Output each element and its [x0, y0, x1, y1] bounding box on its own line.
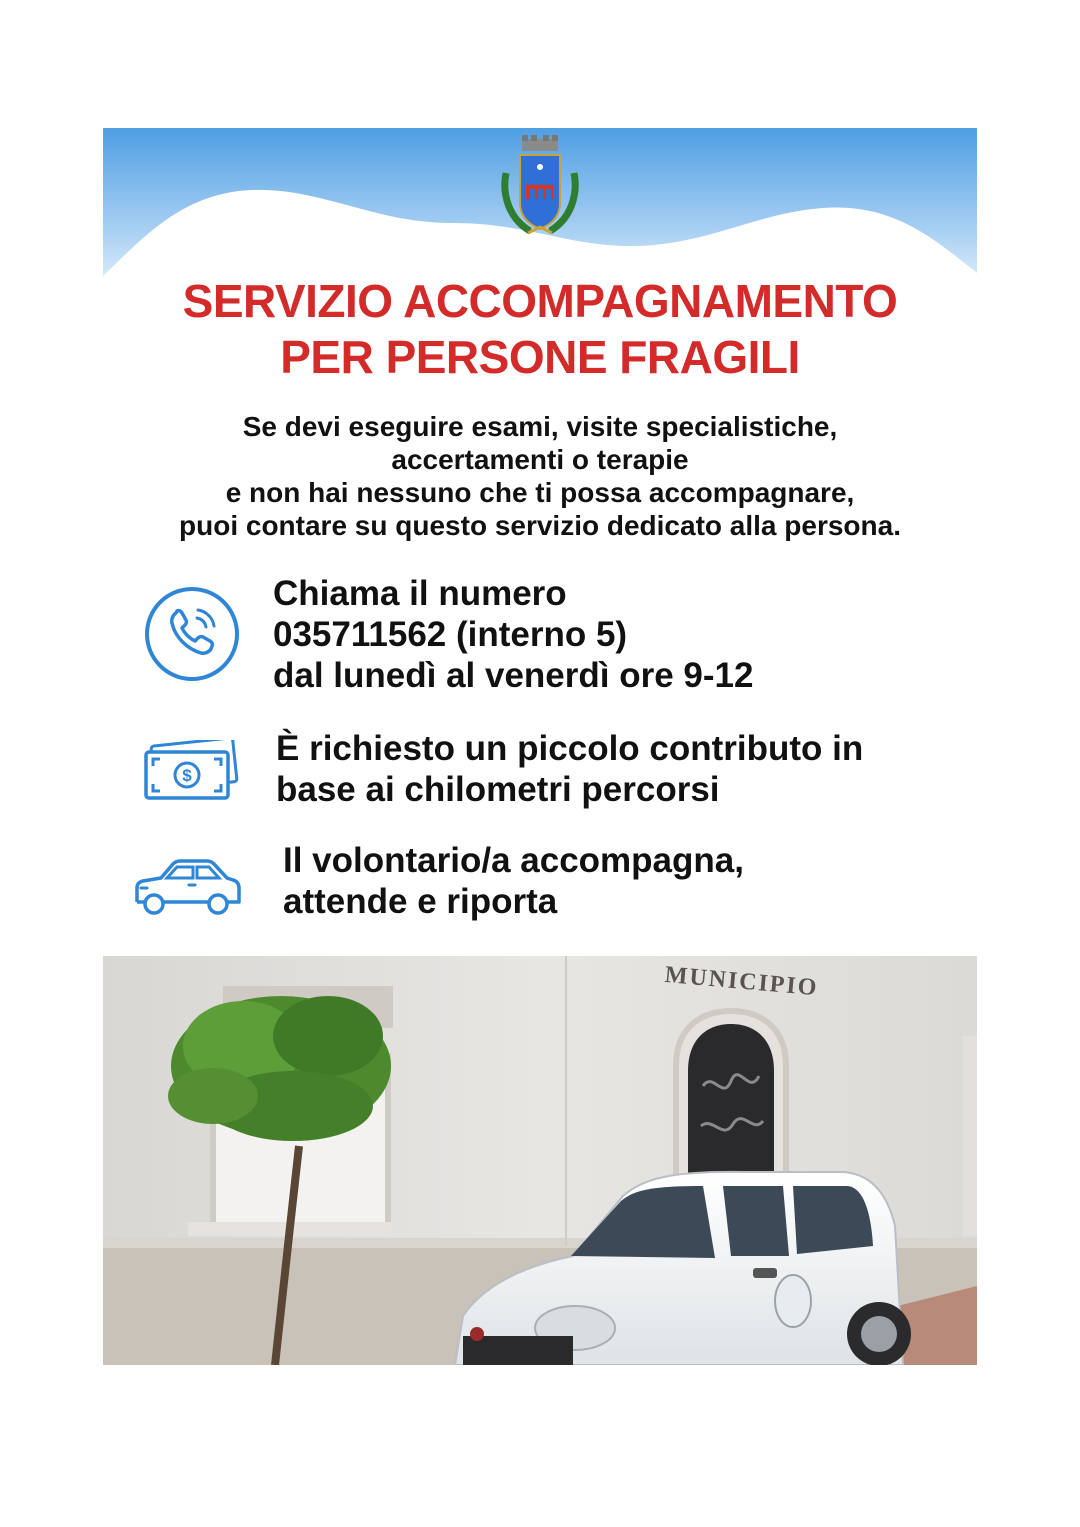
poster-title — [103, 273, 977, 385]
header-banner — [103, 128, 977, 288]
phone-text — [273, 573, 753, 696]
car-text — [283, 840, 744, 922]
feature-car — [103, 840, 977, 940]
title-line-2: PER PERSONE FRAGILI — [280, 331, 800, 383]
intro-line-2: accertamenti o terapie — [391, 444, 689, 475]
svg-text:$: $ — [182, 766, 192, 785]
intro-line-1: Se devi eseguire esami, visite specialistiche, — [242, 411, 838, 442]
phone-line-1: Chiama il numero — [273, 574, 567, 613]
poster — [103, 128, 977, 1365]
intro-line-4: puoi contare su questo servizio dedicato alla persona. — [179, 510, 901, 541]
car-line-2: attende e riporta — [283, 882, 558, 921]
money-line-2: base ai chilometri percorsi — [276, 770, 720, 809]
phone-line-2: 035711562 (interno 5) — [273, 615, 628, 654]
phone-line-3: dal lunedì al venerdì ore 9-12 — [273, 656, 754, 695]
intro-text — [103, 410, 977, 542]
municipio-sign: MUNICIPIO — [663, 962, 820, 1002]
town-hall-photo — [103, 956, 977, 1365]
car-icon — [133, 852, 243, 918]
municipal-crest-icon — [498, 133, 582, 243]
money-text — [276, 728, 863, 810]
feature-money — [103, 728, 977, 828]
money-icon — [143, 740, 239, 802]
phone-icon — [143, 585, 241, 683]
car-line-1: Il volontario/a accompagna, — [283, 841, 744, 880]
money-line-1: È richiesto un piccolo contributo in — [276, 729, 864, 768]
feature-phone — [103, 573, 977, 703]
title-line-1: SERVIZIO ACCOMPAGNAMENTO — [182, 275, 898, 327]
intro-line-3: e non hai nessuno che ti possa accompagnare, — [225, 477, 855, 508]
